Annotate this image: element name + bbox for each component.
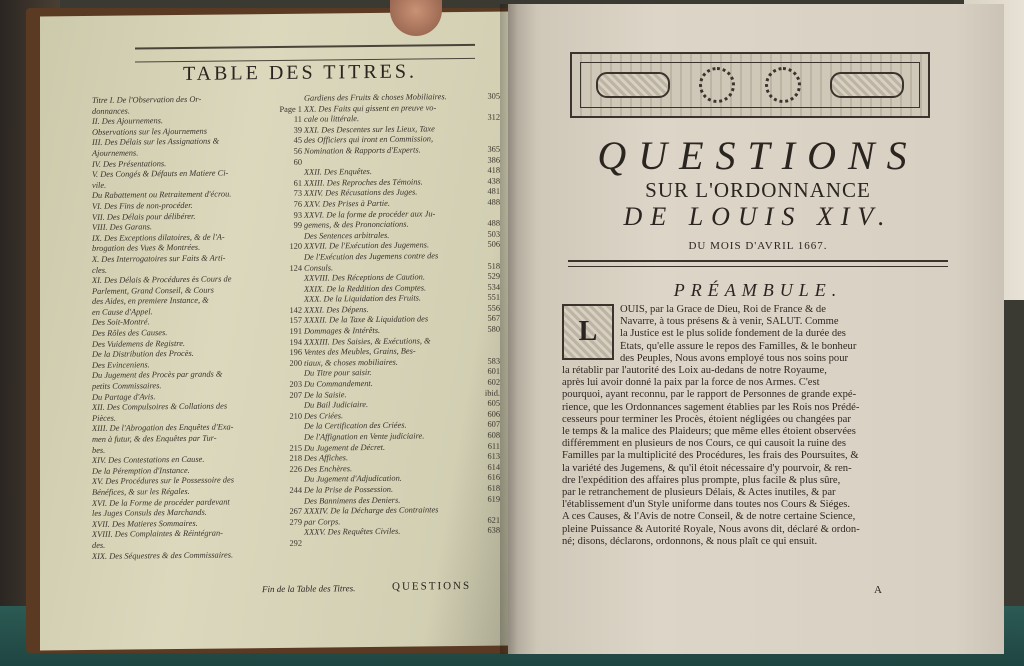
toc-entry-page: 99 (293, 220, 302, 230)
toc-entry-title: men à futur, & des Enquêtes par Tur- (92, 433, 217, 444)
toc-entry (92, 549, 302, 562)
toc-entry-page: 608 (487, 430, 500, 440)
toc-entry-title: II. Des Ajournemens. (92, 116, 164, 127)
toc-entry-page: 124 (289, 263, 302, 273)
ornamental-banner (570, 52, 930, 118)
toc-entry-title: XXXI. Des Dépens. (304, 304, 369, 315)
toc-entry-title: Ajournemens. (92, 148, 139, 158)
toc-entry-title: Du Bail Judiciaire. (304, 400, 369, 410)
toc-entry-title: XXIV. Des Récusations des Juges. (304, 187, 418, 199)
toc-entry-title: tiaux, & choses mobiliaires. (304, 357, 398, 368)
toc-entry-page: 618 (487, 483, 500, 493)
toc-entry-title: VII. Des Délais pour délibérer. (92, 211, 196, 222)
toc-entry-page: 207 (289, 390, 302, 400)
toc-entry-page: 503 (487, 229, 500, 239)
toc-entry-title: XVII. Des Matieres Sommaires. (92, 518, 198, 529)
toc-heading: TABLE DES TITRES. (182, 60, 418, 85)
toc-entry-title: bes. (92, 445, 106, 455)
toc-entry-title: XIII. De l'Abrogation des Enquêtes d'Exa- (92, 422, 234, 434)
toc-entry-title: XIX. Des Séquestres & des Commissaires. (92, 549, 234, 561)
toc-entry-title: XXII. Des Enquêtes. (304, 167, 372, 177)
toc-entry-page: 506 (487, 239, 500, 250)
toc-entry-title: IV. Des Présentations. (92, 158, 167, 169)
paragraph-line: pourquoi, ayant reconnu, par le rapport de Personnes de grande expé- (562, 389, 857, 401)
toc-entry-page: 200 (289, 358, 302, 368)
toc-entry-page: 305 (487, 91, 500, 101)
toc-entry-page: ibid. (484, 388, 500, 398)
toc-entry-title: XXXII. De la Taxe & Liquidation des (304, 314, 429, 326)
toc-entry-title: Titre I. De l'Observation des Or- (92, 94, 202, 105)
toc-entry-page: 73 (293, 189, 302, 199)
toc-entry-title: des Aides, en premiere Instance, & (92, 295, 209, 307)
toc-entry-title: gemens, & des Prononciations. (304, 219, 409, 230)
toc-entry-page: 56 (293, 146, 302, 156)
toc-entry-page: 194 (289, 337, 302, 347)
toc-entry-title: XXV. Des Prises à Partie. (304, 198, 390, 209)
toc-entry-page: 210 (289, 411, 302, 421)
toc-entry-page: 607 (487, 420, 500, 430)
toc-entry-page: 614 (487, 462, 500, 472)
toc-entry-title: VI. Des Fins de non-procéder. (92, 200, 193, 211)
section-title: PRÉAMBULE. (673, 280, 843, 300)
toc-entry-page: 529 (487, 271, 500, 281)
toc-entry-page: 196 (289, 347, 302, 358)
toc-entry-page: 386 (487, 155, 500, 165)
toc-entry-title: III. Des Délais sur les Assignations & (92, 136, 220, 148)
toc-entry-title: Parlement, Grand Conseil, & Cours (92, 285, 214, 296)
toc-column-left (92, 94, 302, 562)
paragraph-line: par le retranchement de plusieurs Délais, & Actes inutiles, & par (562, 487, 836, 499)
toc-entry-page: 120 (289, 242, 302, 252)
toc-entry-title: Des Bannimens des Deniers. (304, 495, 401, 506)
toc-entry-title: XXXV. Des Requêtes Civiles. (304, 527, 401, 538)
toc-entry-title: X. Des Interrogatoires sur Faits & Arti- (92, 253, 226, 264)
toc-entry-page: 638 (487, 525, 500, 536)
left-page (40, 12, 510, 651)
toc-entry-title: Gardiens des Fruits & choses Mobiliaires. (304, 92, 447, 103)
paragraph-line: pleine Puissance & Autorité Royale, Nous avons dit, déclaré & ordon- (562, 523, 860, 535)
toc-entry-page: 226 (289, 464, 302, 474)
toc-entry-page: 606 (487, 409, 500, 419)
toc-entry-title: vile. (92, 180, 107, 190)
toc-entry (304, 526, 500, 539)
paragraph-line: A ces Causes, & l'Avis de notre Conseil, & de notre certaine Science, (562, 511, 856, 523)
toc-entry-page: 39 (293, 125, 302, 135)
toc-entry-title: Du Titre pour saisir. (304, 368, 372, 379)
toc-entry-title: par Corps. (304, 517, 341, 527)
paragraph-line: l'établissement d'un Style uniforme dans toutes nos Cours & Siéges. (562, 499, 851, 511)
right-page (508, 4, 1004, 654)
toc-entry-title: De la Distribution des Procès. (92, 349, 194, 360)
toc-entry-title: Bénéfices, & sur les Régales. (92, 486, 190, 497)
paragraph-line: cesseurs pour terminer les Procès, étoient négligées ou changées par (562, 413, 851, 425)
paragraph-line: rience, que les Ordonnances sagement établies par les Rois nos Prédé- (562, 401, 860, 413)
toc-entry-title: XVI. De la Forme de procéder pardevant (92, 497, 230, 508)
toc-entry-title: XXX. De la Liquidation des Fruits. (304, 293, 422, 304)
toc-entry-page: 60 (293, 157, 302, 167)
toc-entry-title: Du Jugement de Décret. (304, 442, 386, 453)
toc-entry-title: XXVIII. Des Réceptions de Caution. (304, 272, 425, 283)
toc-entry-page: 157 (289, 316, 302, 326)
toc-entry-title: XIV. Des Contestations en Cause. (92, 454, 205, 466)
toc-entry-title: Des Enchères. (304, 463, 353, 474)
toc-entry-title: cale ou littérale. (304, 114, 360, 124)
toc-entry-title: des Officiers qui iront en Commission, (304, 134, 434, 146)
toc-entry-title: De la Saisie. (304, 389, 347, 400)
rosette-ornament (699, 67, 735, 103)
toc-entry-page: 11 (293, 114, 302, 124)
ornament-rule (568, 260, 948, 267)
toc-entry-page: 551 (487, 292, 500, 303)
book-subtitle: SUR L'ORDONNANCE (645, 178, 871, 202)
toc-entry-title: Du Rabattement ou Retraitement d'écrou. (92, 189, 232, 201)
paragraph-line: la rétablir par l'autorité des Loix au-dedans de notre Royaume, (562, 365, 827, 377)
toc-entry-page: 518 (487, 261, 500, 271)
paragraph-line: la variété des Jugemens, & qu'il étoit nécessaire d'y pourvoir, & ren- (562, 462, 852, 474)
toc-entry-title: Dommages & Intérêts. (304, 325, 381, 336)
toc-entry-page: 613 (487, 451, 500, 461)
toc-entry-page: 580 (487, 324, 500, 334)
rosette-ornament (765, 67, 801, 103)
paragraph-line: dre l'expédition des affaires plus prompte, plus facile & plus sûre, (562, 474, 841, 486)
toc-entry-title: XXXIII. Des Saisies, & Exécutions, & (304, 336, 431, 347)
toc-entry-page: 215 (289, 443, 302, 453)
toc-entry-page: 601 (487, 367, 500, 377)
paragraph-line: Familles par la multiplicité des Procédures, les frais des Poursuites, & (562, 450, 859, 462)
toc-entry-page: 534 (487, 282, 500, 292)
toc-entry-title: XVIII. Des Complaintes & Réintégran- (92, 528, 223, 540)
toc-entry-title: cles. (92, 265, 108, 275)
toc-entry-title: XI. Des Délais & Procédures ès Cours de (92, 274, 232, 286)
lozenge-ornament (830, 72, 904, 98)
toc-entry-title: VIII. Des Garans. (92, 222, 153, 233)
toc-entry-title: XXI. Des Descentes sur les Lieux, Taxe (304, 124, 435, 135)
toc-entry-title: De la Prise de Possession. (304, 484, 394, 495)
toc-entry-page: 602 (487, 377, 500, 387)
toc-entry-page: 556 (487, 303, 500, 313)
book-gutter (500, 4, 518, 654)
paragraph-line: après lui avoir donné la paix par la force de nos Armes. C'est (562, 377, 820, 389)
paragraph-line: le temps & la malice des Plaideurs; que même elles étoient observées (562, 426, 856, 438)
toc-entry-title: Des Sentences arbitrales. (304, 230, 390, 241)
toc-entry-title: Du Commandement. (304, 379, 373, 389)
toc-entry-title: petits Commissaires. (92, 381, 162, 391)
toc-entry-page: 292 (289, 538, 302, 548)
toc-entry-page: 203 (289, 379, 302, 389)
toc-entry-title: Du Jugement d'Adjudication. (304, 474, 402, 485)
toc-entry-title: IX. Des Exceptions dilatoires, & de l'A- (92, 232, 225, 243)
toc-column-right (304, 92, 500, 539)
toc-entry-page: 619 (487, 494, 500, 504)
paragraph-line: OUIS, par la Grace de Dieu, Roi de France & de (620, 304, 826, 315)
toc-entry-title: XXIX. De la Reddition des Comptes. (304, 283, 427, 294)
paragraph-line: différemment en plusieurs de nos Cours, ce qui causoit la ruine des (562, 438, 846, 450)
toc-entry-title: V. Des Congés & Défauts en Matiere Ci- (92, 168, 229, 180)
lozenge-ornament (596, 72, 670, 98)
toc-entry-title: Pièces. (92, 413, 116, 423)
toc-entry-title: Des Affiches. (304, 453, 349, 463)
toc-entry-page: 365 (487, 144, 500, 154)
toc-entry-title: Des Criées. (304, 411, 344, 421)
toc-entry-title: Des Vuidemens de Registre. (92, 338, 186, 349)
toc-entry-title: XX. Des Faits qui gissent en preuve vo- (304, 102, 437, 114)
date-line: DU MOIS D'AVRIL 1667. (688, 240, 828, 252)
toc-entry-page: 218 (289, 453, 302, 464)
toc-entry-title: De la Péremption d'Instance. (92, 465, 190, 476)
toc-entry-title: donnances. (92, 106, 130, 116)
toc-entry-title: XII. Des Compulsoires & Collations des (92, 401, 228, 413)
toc-entry-page: 279 (289, 517, 302, 527)
paragraph-line: Navarre, à tous présens & à venir, SALUT. Comme (620, 316, 839, 328)
preamble-paragraph (562, 304, 950, 548)
drop-cap-initial: L (562, 304, 614, 360)
toc-entry-page: 583 (487, 356, 500, 366)
toc-entry-title: Des Rôles des Causes. (92, 328, 168, 338)
toc-entry-page: 76 (293, 199, 302, 209)
toc-entry-title: des. (92, 540, 106, 550)
toc-entry-page: 312 (487, 112, 500, 122)
toc-entry-page: 418 (487, 165, 500, 175)
toc-entry-page: 605 (487, 398, 500, 408)
toc-entry-title: XXVII. De l'Exécution des Jugemens. (304, 240, 430, 252)
paragraph-line: la Justice est le plus solide fondement de la durée des (620, 328, 846, 340)
toc-entry-title: Consuls. (304, 262, 334, 273)
toc-entry-page: 567 (487, 314, 500, 324)
toc-entry-title: XXXIV. De la Décharge des Contraintes (304, 505, 439, 516)
toc-entry-page: 93 (293, 210, 302, 220)
toc-entry-page: 616 (487, 473, 500, 483)
paragraph-line: des Peuples, Nous avons employé tous nos soins pour (620, 352, 849, 364)
toc-entry-title: De l'Exécution des Jugemens contre des (304, 251, 439, 262)
toc-entry-page: 244 (289, 485, 302, 495)
toc-entry-page: 488 (487, 218, 500, 228)
toc-entry-title: Des Soit-Montré. (92, 317, 150, 328)
toc-entry-title: De l'Affignation en Vente judiciaire. (304, 431, 425, 442)
toc-entry-page: 45 (293, 136, 302, 146)
paragraph-line: États, qu'elle assure le repos des Familles, & le bonheur (620, 340, 857, 352)
toc-entry-title: XV. Des Procédures sur le Possessoire des (92, 475, 234, 487)
toc-entry-page: 61 (293, 178, 302, 188)
toc-entry-title: les Juges Consuls des Marchands. (92, 507, 207, 519)
toc-entry-page: 488 (487, 197, 500, 207)
toc-entry-title: Ventes des Meubles, Grains, Bes- (304, 346, 416, 357)
toc-entry-title: XXVI. De la forme de procéder aux Ju- (304, 208, 436, 220)
toc-entry-title: Des Evinceniens. (92, 360, 150, 370)
toc-entry-title: Nomination & Rapports d'Experts. (304, 145, 421, 156)
toc-entry-title: XXIII. Des Reproches des Témoins. (304, 177, 423, 188)
toc-entry-title: en Cause d'Appel. (92, 307, 153, 317)
toc-entry-title: brogation des Vues & Montrées. (92, 243, 201, 254)
toc-end-note: Fin de la Table des Titres. (262, 583, 356, 595)
toc-entry-page: 621 (487, 515, 500, 525)
toc-entry-title: De la Certification des Criées. (304, 421, 407, 432)
toc-entry-page: 142 (289, 305, 302, 315)
toc-entry-page: 438 (487, 176, 500, 186)
toc-entry-title: Observations sur les Ajournemens (92, 126, 207, 137)
toc-entry-page: 191 (289, 326, 302, 336)
toc-entry-page: 481 (487, 186, 500, 197)
toc-entry-page: 267 (289, 506, 302, 517)
paragraph-line: né; disons, déclarons, ordonnons, & nous plaît ce qui ensuit. (562, 535, 818, 547)
toc-entry-title: Du Partage d'Avis. (92, 391, 156, 402)
toc-entry-page: 611 (487, 441, 500, 451)
catchword-left: QUESTIONS (392, 579, 472, 593)
toc-entry-title: Du Jugement des Procès par grands & (92, 369, 223, 381)
book-subtitle-king: DE LOUIS XIV. (623, 202, 893, 231)
book-title: QUESTIONS (597, 133, 919, 178)
toc-entry-page: Page 1 (279, 104, 302, 114)
catchword-right: A (874, 584, 882, 596)
